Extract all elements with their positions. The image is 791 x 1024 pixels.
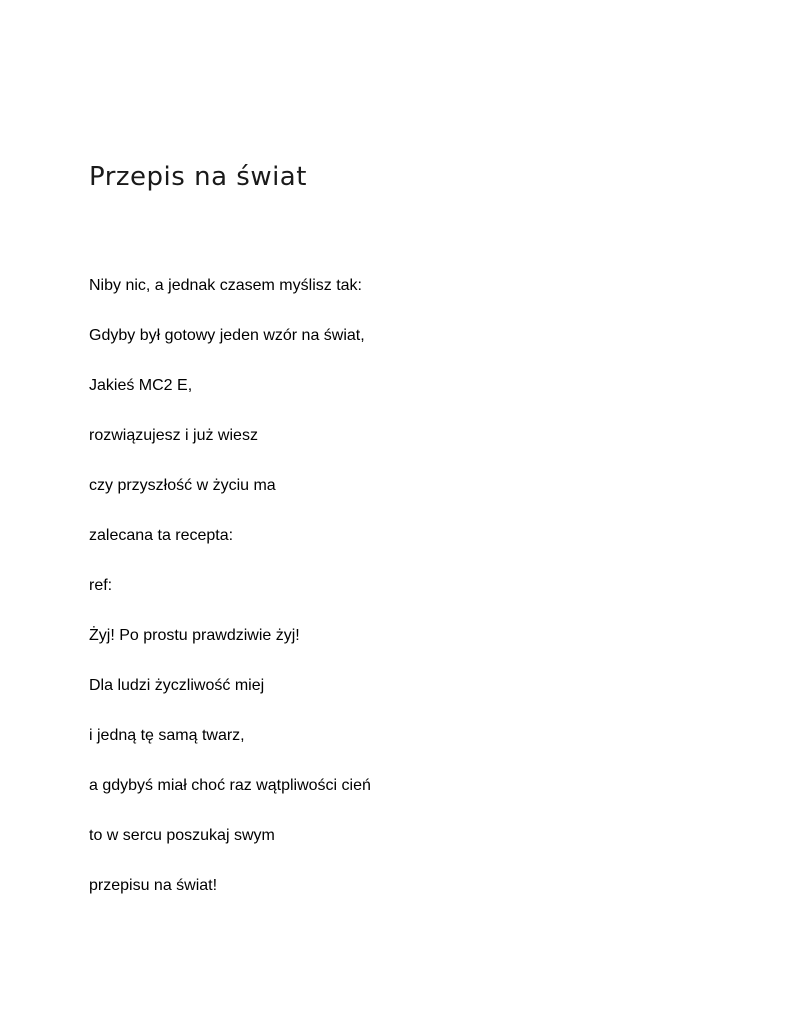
poem-line: rozwiązujesz i już wiesz	[89, 427, 258, 444]
poem-line: Dla ludzi życzliwość miej	[89, 677, 265, 694]
poem-line: ref:	[89, 577, 113, 594]
poem-line: i jedną tę samą twarz,	[89, 727, 245, 744]
poem-line: czy przyszłość w życiu ma	[89, 477, 276, 494]
poem-line: Gdyby był gotowy jeden wzór na świat,	[89, 327, 365, 344]
poem-body	[89, 275, 731, 896]
poem-line: zalecana ta recepta:	[89, 527, 234, 544]
poem-line: Jakieś MC2 E,	[89, 377, 193, 394]
poem-line: Niby nic, a jednak czasem myślisz tak:	[89, 277, 362, 294]
poem-line: to w sercu poszukaj swym	[89, 827, 275, 844]
poem-line: Żyj! Po prostu prawdziwie żyj!	[89, 627, 300, 644]
poem-line: przepisu na świat!	[89, 877, 218, 894]
poem-line: a gdybyś miał choć raz wątpliwości cień	[89, 777, 371, 794]
page-title: Przepis na świat	[89, 162, 307, 192]
